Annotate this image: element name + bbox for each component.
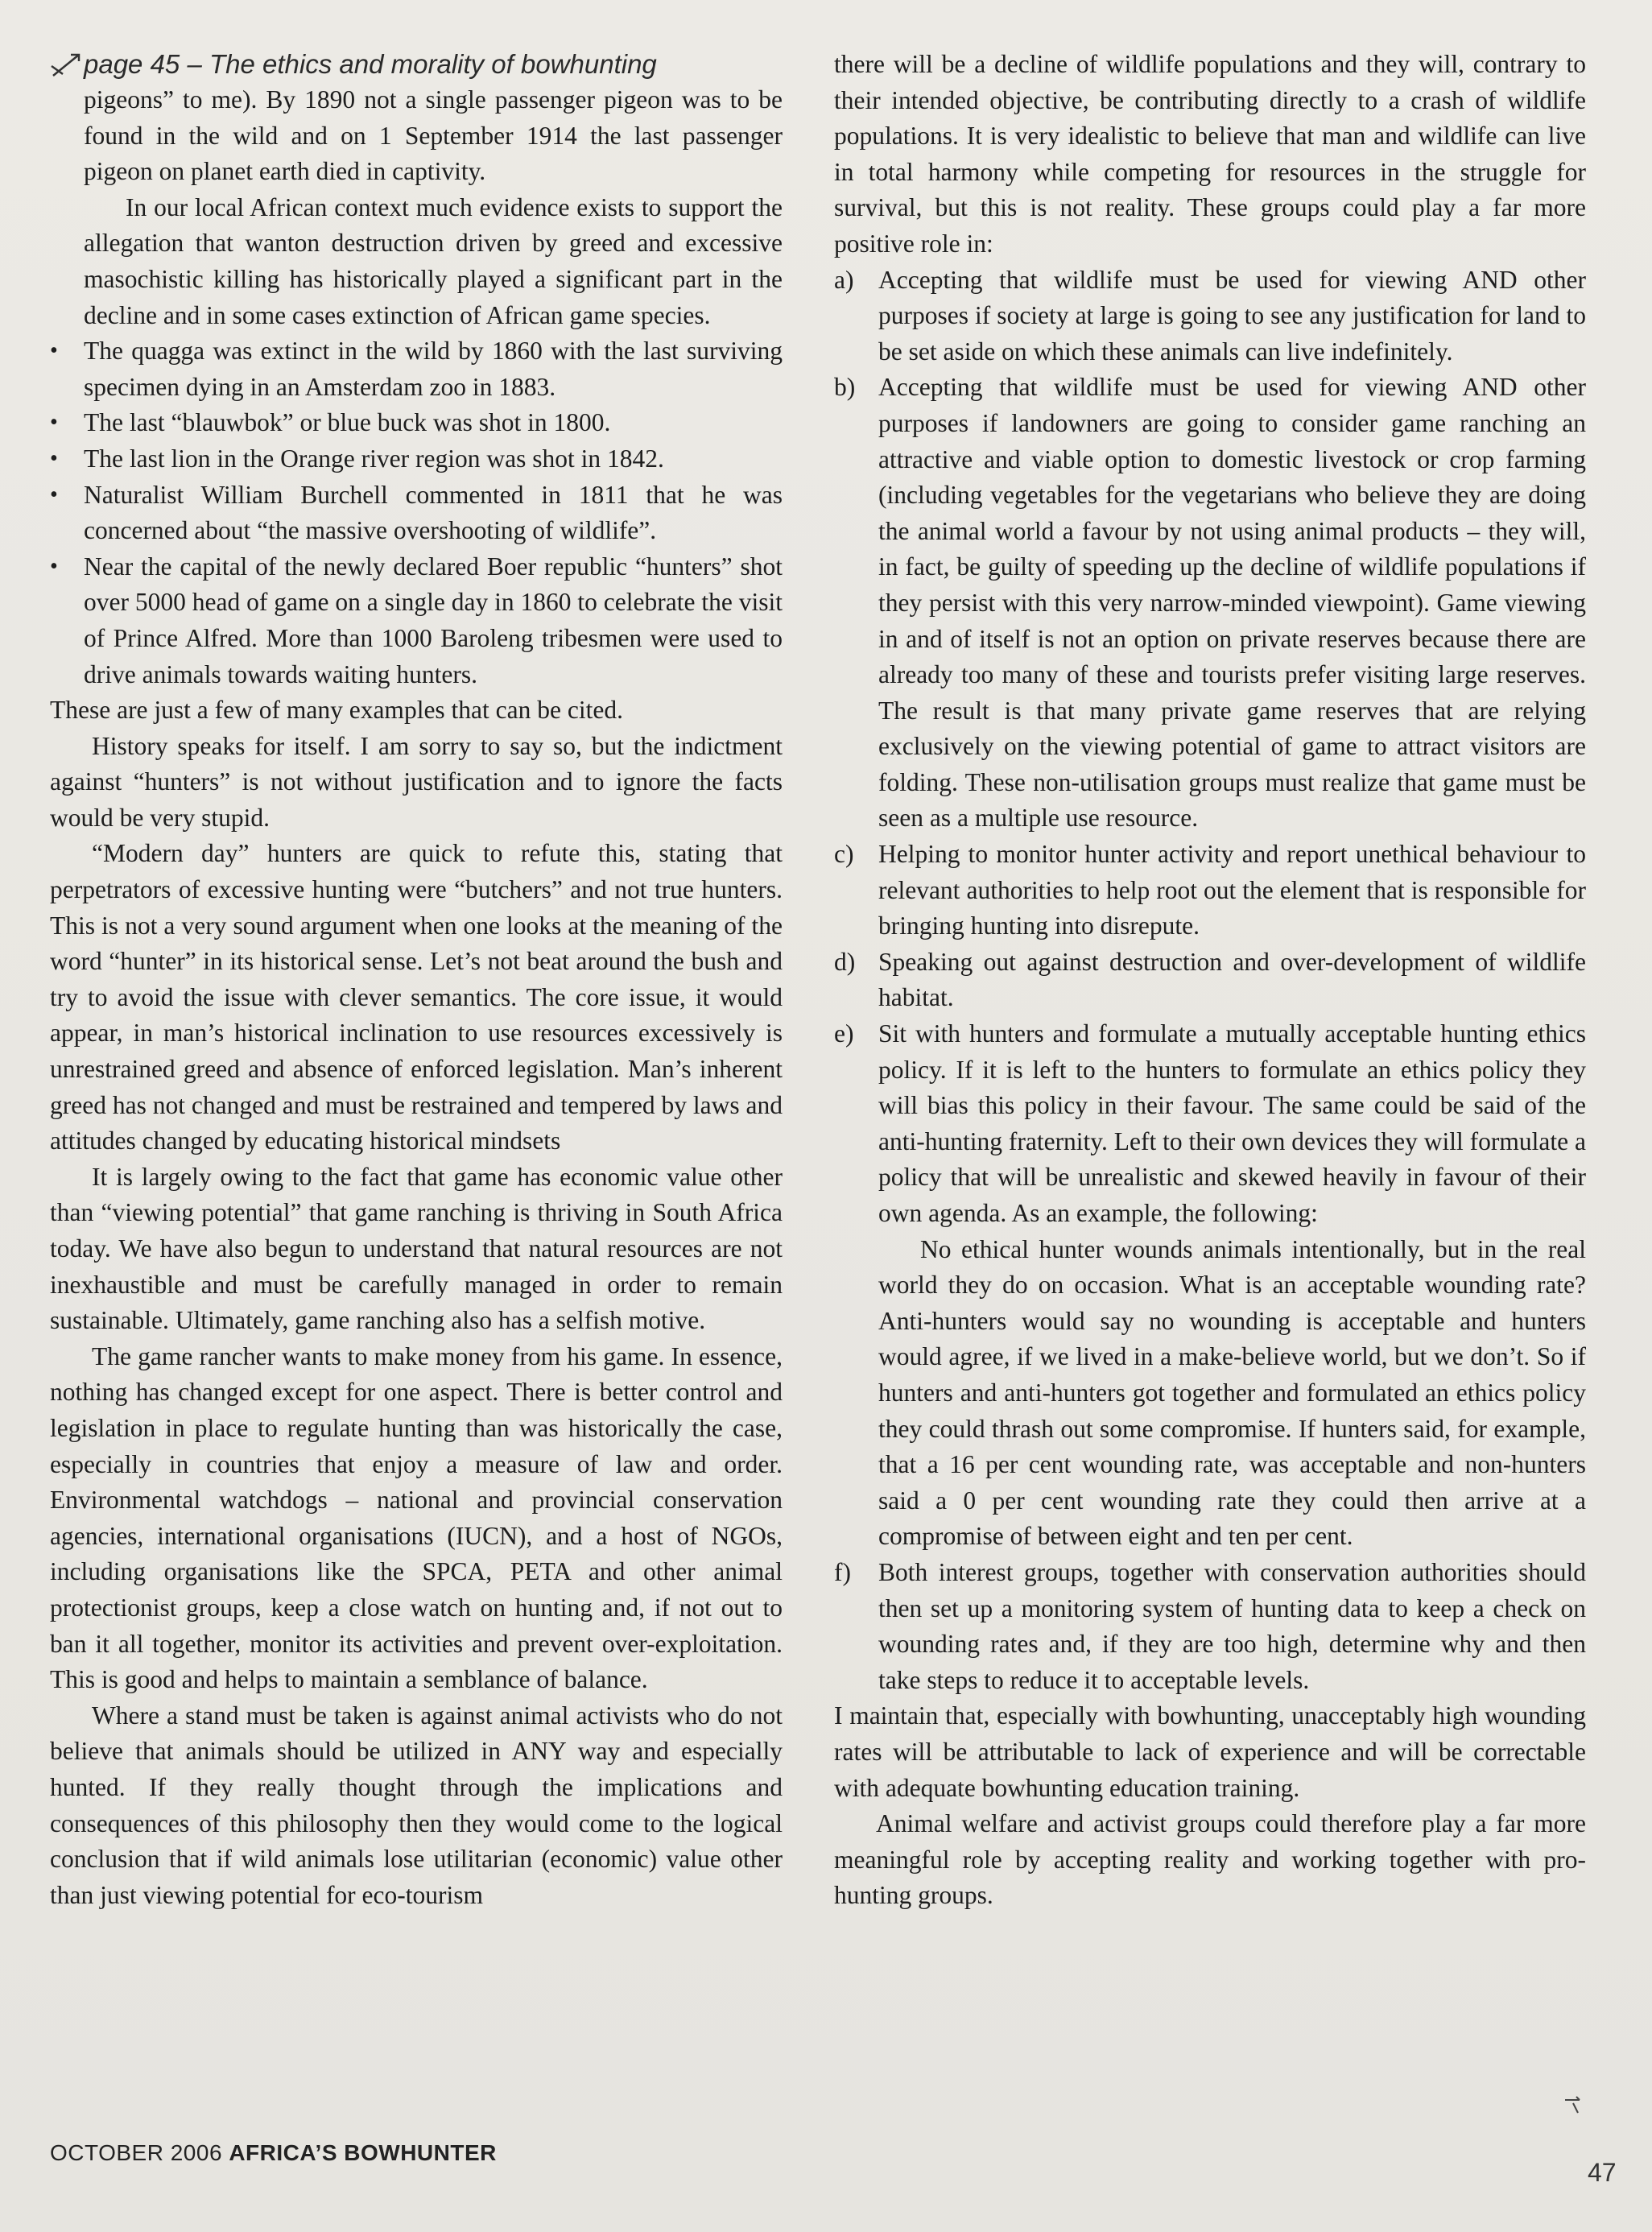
right-paragraph-3: Animal welfare and activist groups could therefore play a far more meaningful role by accepting reality and working together with pro-hunting groups. (834, 1809, 1586, 1910)
list-marker: c) (834, 840, 854, 869)
page-footer (50, 2140, 497, 2166)
running-head-text: page 45 – The ethics and morality of bowhunting (84, 49, 657, 79)
list-marker: d) (834, 947, 856, 976)
list-marker: b) (834, 373, 856, 402)
running-head (50, 47, 783, 82)
left-paragraph-7: The game rancher wants to make money from his game. In essence, nothing has changed except for one aspect. There is better control and legislation in place to regulate hunting than was historically the case, especially in countries that enjoy a measure of law and order. Environmental watchdogs – national and provincial conservation agencies, international organisations (IUCN), and a host of NGOs, including organisations like the SPCA, PETA and other animal protectionist groups, keep a close watch on hunting and, if not out to ban it all together, monitor its activities and prevent over-exploitation. This is good and helps to maintain a semblance of balance. (50, 1341, 783, 1694)
right-paragraph-2: I maintain that, especially with bowhunting, unacceptably high wounding rates will be attributable to lack of experience and will be correctable with adequate bowhunting education training. (834, 1701, 1586, 1802)
positive-role-list (834, 262, 1586, 1699)
end-mark-arrow-icon (1562, 2094, 1586, 2118)
list-item-e (834, 1016, 1586, 1555)
left-paragraph-6: It is largely owing to the fact that game has economic value other than “viewing potential” that game ranching is thriving in South Africa today. We have also begun to understand that natural resources are not inexhaustible and must be carefully managed in order to remain sustainable. Ultimately, game ranching also has a selfish motive. (50, 1162, 783, 1335)
left-paragraph-3: These are just a few of many examples that can be cited. (50, 696, 623, 725)
list-marker: e) (834, 1019, 854, 1048)
right-column (834, 47, 1586, 1914)
arrow-icon (50, 50, 84, 79)
left-paragraph-8: Where a stand must be taken is against animal activists who do not believe that animals should be utilized in ANY way and especially hunted. If they really thought through the implications and consequences of this philosophy then they would come to the logical conclusion that if wild animals lose utilitarian (economic) value other than just viewing potential for eco-tourism (50, 1701, 783, 1909)
bullet-item: • The quagga was extinct in the wild by 1860 with the last surviving specimen dying in an Amsterdam zoo in 1883. (50, 333, 783, 405)
bullet-item: • Naturalist William Burchell commented in 1811 that he was concerned about “the massive overshooting of wildlife”. (50, 477, 783, 549)
list-item-c (834, 837, 1586, 944)
left-column (50, 47, 783, 1913)
list-item-d (834, 944, 1586, 1016)
page-number: 47 (1588, 2158, 1617, 2187)
extinction-bullet-list (50, 333, 783, 692)
bullet-item: • The last lion in the Orange river region was shot in 1842. (50, 441, 783, 477)
bullet-item: • The last “blauwbok” or blue buck was shot in 1800. (50, 405, 783, 441)
list-item-text: Both interest groups, together with conservation authorities should then set up a monitoring system of hunting data to keep a check on wounding rates and, if they are too high, determine why and then take steps to reduce it to acceptable levels. (878, 1557, 1586, 1694)
bullet-item: • Near the capital of the newly declared Boer republic “hunters” shot over 5000 head of game on a single day in 1860 to celebrate the visit of Prince Alfred. More than 1000 Baroleng tribesmen were used to drive animals towards waiting hunters. (50, 549, 783, 692)
list-item-text: Accepting that wildlife must be used for viewing AND other purposes if landowners are going to consider game ranching an attractive and viable option to domestic livestock or crop farming (including vegetables for the vegetarians who believe they are doing the animal world a favour by not using animal products – they will, in fact, be guilty of speeding up the decline of wildlife populations if they persist with this very narrow-minded viewpoint). Game viewing in and of itself is not an option on private reserves because there are already too many of these and tourists prefer visiting large reserves. The result is that many private game reserves that are relying exclusively on the viewing potential of game to attract visitors are folding. These non-utilisation groups must realize that game must be seen as a multiple use resource. (878, 373, 1586, 833)
list-item-text: Sit with hunters and formulate a mutually acceptable hunting ethics policy. If it is left to the hunters to formulate an ethics policy they will bias this policy in their favour. The same could be said of the anti-hunting fraternity. Left to their own devices they will formulate a policy that will be unrealistic and skewed heavily in favour of their own agenda. As an example, the following: (878, 1019, 1586, 1227)
footer-date: OCTOBER 2006 (50, 2140, 223, 2165)
list-item-example: No ethical hunter wounds animals intentionally, but in the real world they do on occasion. What is an acceptable wounding rate? Anti-hunters would say no wounding is acceptable and hunters would agree, if we lived in a make-believe world, but we don’t. So if hunters and anti-hunters got together and formulated an ethics policy they could thrash out some compromise. If hunters said, for example, that a 16 per cent wounding rate, was acceptable and non-hunters said a 0 per cent wounding rate they could then arrive at a compromise of between eight and ten per cent. (878, 1234, 1586, 1551)
list-item-a (834, 262, 1586, 370)
list-item-text: Helping to monitor hunter activity and report unethical behaviour to relevant authorities to help root out the element that is responsible for bringing hunting into disrepute. (878, 840, 1586, 940)
list-marker: f) (834, 1557, 851, 1586)
right-paragraph-1: there will be a decline of wildlife populations and they will, contrary to their intended objective, be contributing directly to a crash of wildlife populations. It is very idealistic to believe that man and wildlife can live in total harmony while competing for resources in the struggle for survival, but this is not reality. These groups could play a far more positive role in: (834, 50, 1586, 258)
left-paragraph-4: History speaks for itself. I am sorry to say so, but the indictment against “hunters” is not without justification and to ignore the facts would be very stupid. (50, 731, 783, 832)
list-item-b (834, 370, 1586, 837)
list-marker: a) (834, 265, 854, 294)
footer-magazine-title: AFRICA’S BOWHUNTER (229, 2140, 497, 2165)
list-item-f (834, 1555, 1586, 1698)
left-paragraph-1: pigeons” to me). By 1890 not a single passenger pigeon was to be found in the wild and on 1 September 1914 the last passenger pigeon on planet earth died in captivity. (84, 85, 783, 186)
left-paragraph-5: “Modern day” hunters are quick to refute this, stating that perpetrators of excessive hunting were “butchers” and not true hunters. This is not a very sound argument when one looks at the meaning of the word “hunter” in its historical sense. Let’s not beat around the bush and try to avoid the issue with clever semantics. The core issue, it would appear, in man’s historical inclination to use resources excessively is unrestrained greed and absence of enforced legislation. Man’s inherent greed has not changed and must be restrained and tempered by laws and attitudes changed by educating historical mindsets (50, 839, 783, 1155)
list-item-text: Speaking out against destruction and over-development of wildlife habitat. (878, 947, 1586, 1012)
left-paragraph-2: In our local African context much evidence exists to support the allegation that wanton destruction driven by greed and excessive masochistic killing has historically played a significant part in the decline and in some cases extinction of African game species. (84, 192, 783, 329)
list-item-text: Accepting that wildlife must be used for viewing AND other purposes if society at large is going to see any justification for land to be set aside on which these animals can live indefinitely. (878, 265, 1586, 366)
